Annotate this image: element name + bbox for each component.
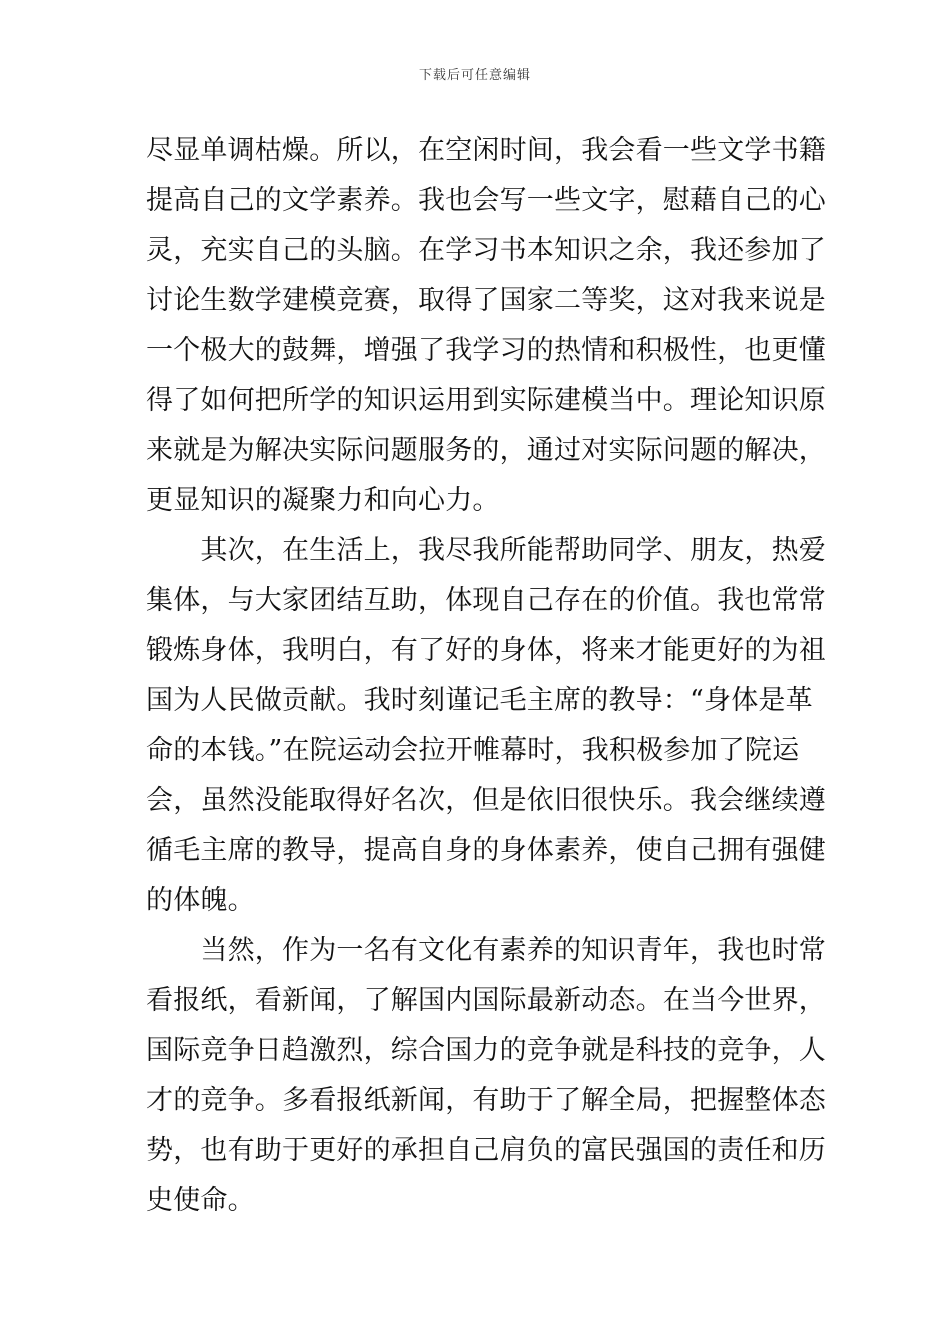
- text-line: 锻炼身体，我明白，有了好的身体，将来才能更好的为祖: [146, 635, 826, 666]
- text-line: 国际竞争日趋激烈，综合国力的竞争就是科技的竞争，人: [146, 1035, 826, 1066]
- text-line: 当然，作为一名有文化有素养的知识青年，我也时常: [146, 935, 826, 966]
- text-line: 国为人民做贡献。我时刻谨记毛主席的教导：“身体是革: [146, 685, 813, 716]
- text-line: 会，虽然没能取得好名次，但是依旧很快乐。我会继续遵: [146, 785, 826, 816]
- text-line: 循毛主席的教导，提高自身的身体素养，使自己拥有强健: [146, 835, 826, 866]
- text-line: 尽显单调枯燥。所以，在空闲时间，我会看一些文学书籍: [146, 135, 826, 166]
- text-line: 才的竞争。多看报纸新闻，有助于了解全局，把握整体态: [146, 1085, 826, 1116]
- text-line: 来就是为解决实际问题服务的，通过对实际问题的解决，: [146, 435, 826, 466]
- text-line: 的体魄。: [146, 885, 255, 916]
- text-line: 提高自己的文学素养。我也会写一些文字，慰藉自己的心: [146, 185, 826, 216]
- text-line: 得了如何把所学的知识运用到实际建模当中。理论知识原: [146, 385, 826, 416]
- text-line: 史使命。: [146, 1185, 255, 1216]
- text-line: 讨论生数学建模竞赛，取得了国家二等奖，这对我来说是: [146, 285, 826, 316]
- text-line: 命的本钱。”在院运动会拉开帷幕时，我积极参加了院运: [146, 735, 800, 766]
- text-line: 看报纸，看新闻，了解国内国际最新动态。在当今世界，: [146, 985, 826, 1016]
- document-body: [146, 126, 826, 1226]
- text-line: 一个极大的鼓舞，增强了我学习的热情和积极性，也更懂: [146, 335, 826, 366]
- text-line: 灵，充实自己的头脑。在学习书本知识之余，我还参加了: [146, 235, 826, 266]
- text-line: 势，也有助于更好的承担自己肩负的富民强国的责任和历: [146, 1135, 826, 1166]
- text-line: 更显知识的凝聚力和向心力。: [146, 485, 500, 516]
- text-line: 集体，与大家团结互助，体现自己存在的价值。我也常常: [146, 585, 826, 616]
- page-header: 下载后可任意编辑: [418, 68, 531, 83]
- text-line: 其次，在生活上，我尽我所能帮助同学、朋友，热爱: [146, 535, 826, 566]
